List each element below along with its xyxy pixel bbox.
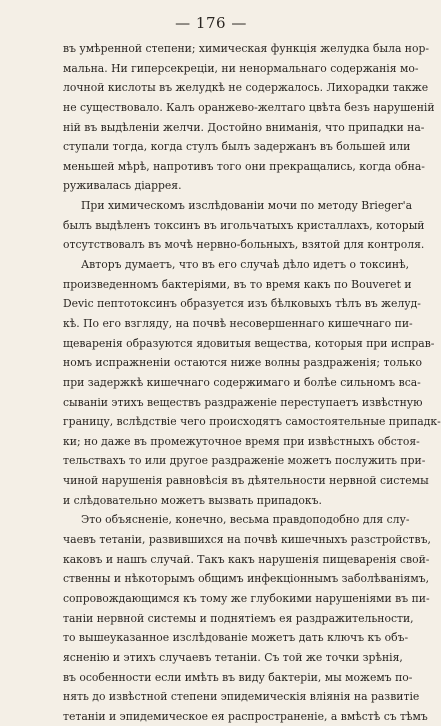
text-line: чиной нарушенія равновѣсія въ дѣятельности нервной системы — [63, 474, 429, 488]
text-line: не существовало. Калъ оранжево-желтаго цвѣта безъ нарушеній — [63, 100, 435, 114]
paragraph — [63, 255, 441, 510]
text-line: лочной кислоты въ желудкѣ не содержалось. Лихорадки также — [63, 81, 429, 95]
text-line: ній въ выдѣленіи желчи. Достойно вниманія, что припадки на- — [63, 120, 425, 134]
text-line: Devic пептотоксинъ образуется изъ бѣлковыхъ тѣлъ въ желуд- — [63, 297, 421, 311]
text-line: при задержкѣ кишечнаго содержимаго и болѣе сильномъ вса- — [63, 375, 421, 389]
text-line: ясненію и этихъ случаевъ тетаніи. Съ той же точки зрѣнія, — [63, 650, 403, 664]
text-line: кѣ. По его взгляду, на почвѣ несовершеннаго кишечнаго пи- — [63, 316, 413, 330]
text-line: ступали тогда, когда стулъ былъ задержанъ въ большей или — [63, 140, 411, 154]
text-line: то вышеуказанное изслѣдованіе можетъ дать ключъ къ объ- — [63, 631, 409, 645]
text-line: ки; но даже въ промежуточное время при извѣстныхъ обстоя- — [63, 434, 420, 448]
text-line: нять до извѣстной степени эпидемическія вліянія на развитіе — [63, 690, 420, 704]
text-line: каковъ и нашъ случай. Такъ какъ нарушенія пищеваренія свой- — [63, 552, 430, 566]
text-line: былъ выдѣленъ токсинъ въ игольчатыхъ кристаллахъ, который — [63, 218, 425, 232]
text-line: щеваренія образуются ядовитыя вещества, которыя при исправ- — [63, 336, 435, 350]
paragraph — [63, 510, 431, 726]
text-line: Это объясненіе, конечно, весьма правдоподобно для слу- — [81, 513, 410, 527]
text-line: таніи нервной системы и поднятіемъ ея раздражительности, — [63, 611, 414, 625]
text-line: При химическомъ изслѣдованіи мочи по методу Brieger'а — [81, 199, 413, 213]
page-number: — 176 — — [175, 14, 247, 32]
text-line: номъ испражненіи остаются ниже волны раздраженія; только — [63, 356, 422, 370]
text-line: ственны и нѣкоторымъ общимъ инфекціоннымъ заболѣваніямъ, — [63, 572, 430, 586]
text-line: границу, вслѣдствіе чего происходятъ самостоятельные припадк- — [63, 415, 441, 429]
text-line: тельствахъ то или другое раздраженіе можетъ послужить при- — [63, 454, 426, 468]
text-line: въ умѣренной степени; химическая функція желудка была нор- — [63, 42, 430, 55]
text-line: въ особенности если имѣть въ виду бактеріи, мы можемъ по- — [63, 670, 413, 684]
text-line: меньшей мѣрѣ, напротивъ того они прекращались, когда обна- — [63, 159, 425, 173]
text-line: сопровождающимся къ тому же глубокими нарушеніями въ пи- — [63, 591, 430, 605]
text-line: чаевъ тетаніи, развившихся на почвѣ кишечныхъ разстройствъ, — [63, 533, 431, 547]
paragraph — [63, 196, 425, 255]
text-line: Авторъ думаетъ, что въ его случаѣ дѣло идетъ о токсинѣ, — [81, 258, 410, 272]
body-text — [63, 39, 441, 726]
text-line: и слѣдовательно можетъ вызвать припадокъ. — [63, 493, 322, 507]
text-line: мальна. Ни гиперсекреціи, ни ненормальнаго содержанія мо- — [63, 61, 419, 75]
text-line: руживалась діаррея. — [63, 179, 182, 193]
text-line: произведенномъ бактеріями, въ то время какъ по Bouveret и — [63, 277, 412, 291]
text-line: сываніи этихъ веществъ раздраженіе переступаетъ извѣстную — [63, 395, 423, 409]
paragraph — [63, 39, 435, 196]
text-line: отсутствовалъ въ мочѣ нервно-больныхъ, взятой для контроля. — [63, 238, 425, 252]
text-line: тетаніи и эпидемическое ея распространеніе, а вмѣстѣ съ тѣмъ — [63, 709, 428, 723]
